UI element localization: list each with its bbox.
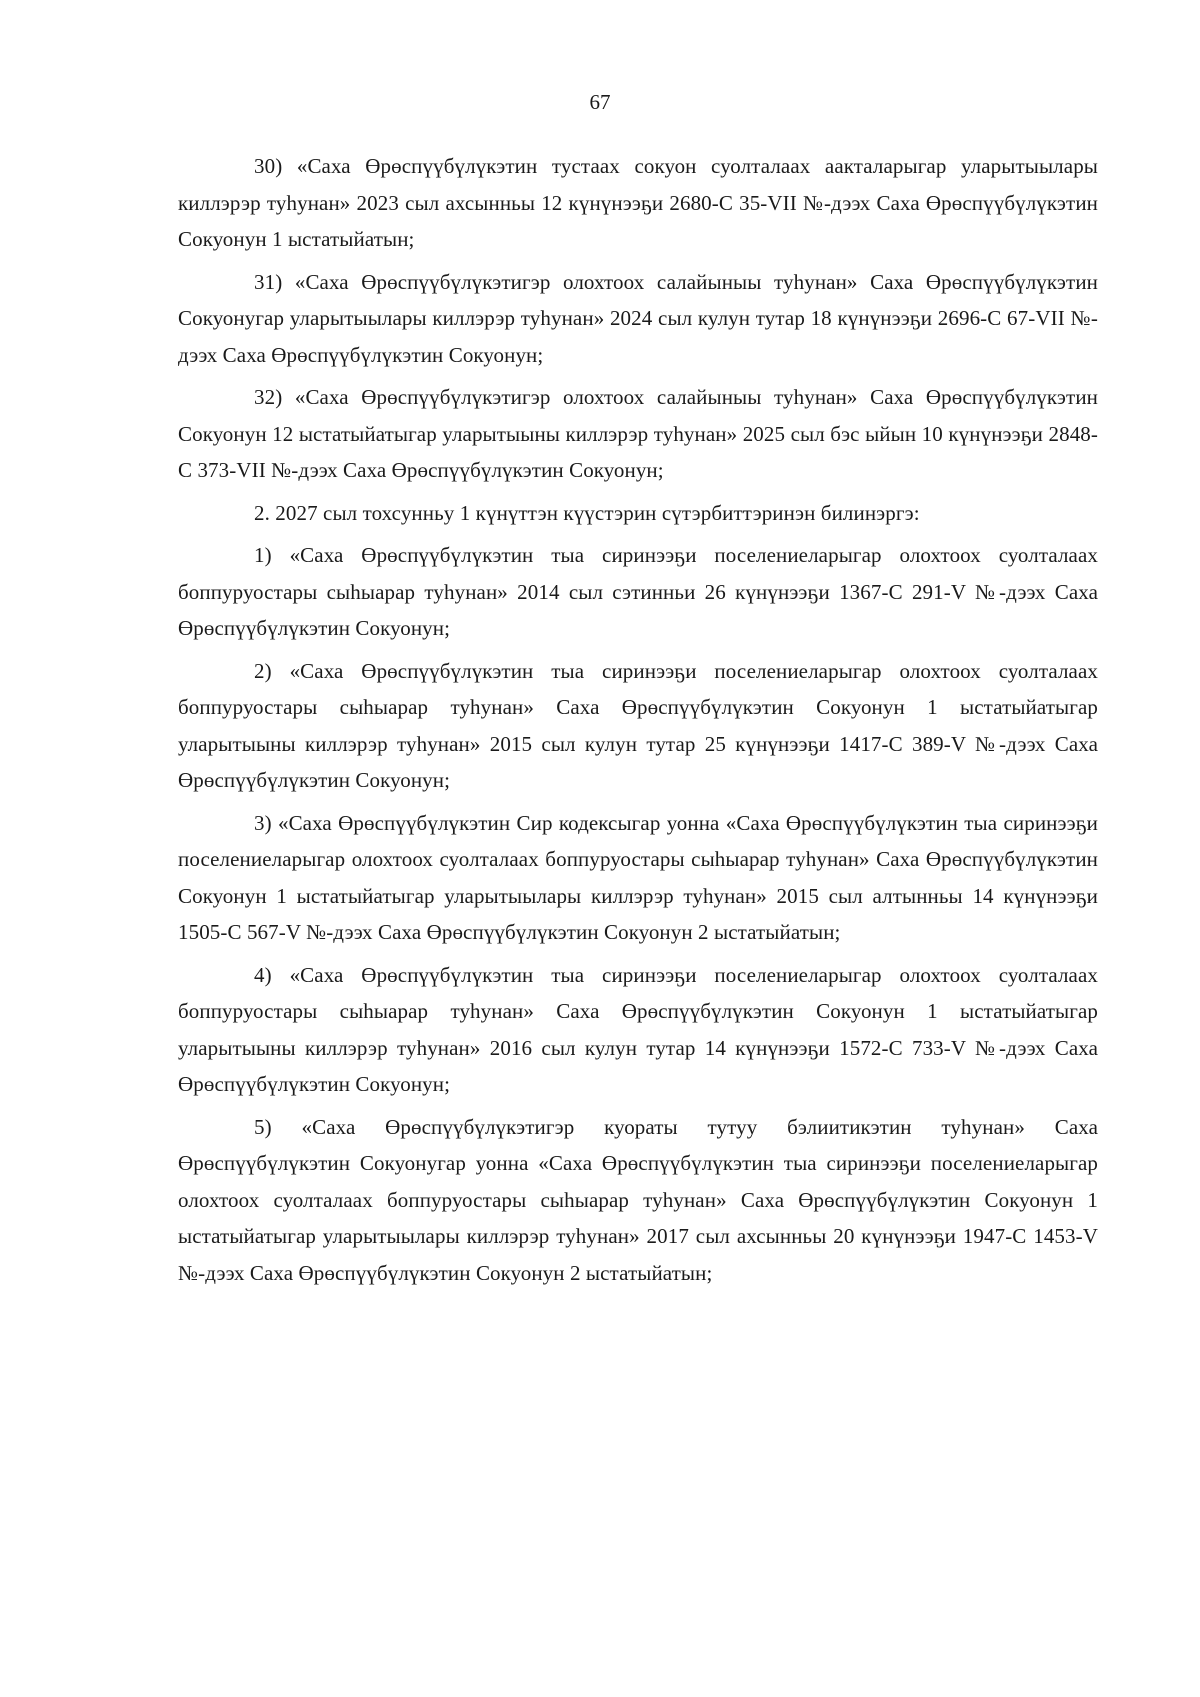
document-body [178, 148, 1098, 1297]
paragraph-subitem-1: 1) «Саха Өрөспүүбүлүкэтин тыа сиринээҕи поселениеларыгар олохтоох суолталаах боппуруостары сыһыарар туһунан» 2014 сыл сэтинньи 26 күнүнээҕи 1367-С 291-V №-дээх Саха Өрөспүүбүлүкэтин Сокуонун; [178, 543, 1098, 640]
paragraph-subitem-4: 4) «Саха Өрөспүүбүлүкэтин тыа сиринээҕи поселениеларыгар олохтоох суолталаах боппуруостары сыһыарар туһунан» Саха Өрөспүүбүлүкэтин Сокуонун 1 ыстатыйатыгар уларытыыны киллэрэр туһунан» 2016 сыл кулун тутар 14 күнүнээҕи 1572-С 733-V №-дээх Саха Өрөспүүбүлүкэтин Сокуонун; [178, 962, 1098, 1096]
paragraph-subitem-2: 2) «Саха Өрөспүүбүлүкэтин тыа сиринээҕи поселениеларыгар олохтоох суолталаах боппуруостары сыһыарар туһунан» Саха Өрөспүүбүлүкэтин Сокуонун 1 ыстатыйатыгар уларытыыны киллэрэр туһунан» 2015 сыл кулун тутар 25 күнүнээҕи 1417-С 389-V №-дээх Саха Өрөспүүбүлүкэтин Сокуонун; [178, 658, 1098, 792]
paragraph-section-2: 2. 2027 сыл тохсунньу 1 күнүттэн күүстэрин сүтэрбиттэринэн билинэргэ: [254, 500, 920, 525]
paragraph-subitem-5: 5) «Саха Өрөспүүбүлүкэтигэр куораты тутуу бэлиитикэтин туһунан» Саха Өрөспүүбүлүкэтин Сокуонугар уонна «Саха Өрөспүүбүлүкэтин тыа сиринээҕи поселениеларыгар олохтоох суолталаах боппуруостары сыһыарар туһунан» Саха Өрөспүүбүлүкэтин Сокуонун 1 ыстатыйатыгар уларытыылары киллэрэр туһунан» 2017 сыл ахсынньы 20 күнүнээҕи 1947-С 1453-V №-дээх Саха Өрөспүүбүлүкэтин Сокуонун 2 ыстатыйатын; [178, 1114, 1098, 1285]
paragraph-item-32: 32) «Саха Өрөспүүбүлүкэтигэр олохтоох салайыныы туһунан» Саха Өрөспүүбүлүкэтин Сокуонун 12 ыстатыйатыгар уларытыыны киллэрэр туһунан» 2025 сыл бэс ыйын 10 күнүнээҕи 2848-С 373-VII №-дээх Саха Өрөспүүбүлүкэтин Сокуонун; [178, 385, 1098, 482]
paragraph-item-30: 30) «Саха Өрөспүүбүлүкэтин тустаах сокуон суолталаах аакталарыгар уларытыылары киллэрэр туһунан» 2023 сыл ахсынньы 12 күнүнээҕи 2680-С 35-VII №-дээх Саха Өрөспүүбүлүкэтин Сокуонун 1 ыстатыйатын; [178, 154, 1098, 251]
paragraph-item-31: 31) «Саха Өрөспүүбүлүкэтигэр олохтоох салайыныы туһунан» Саха Өрөспүүбүлүкэтин Сокуонугар уларытыылары киллэрэр туһунан» 2024 сыл кулун тутар 18 күнүнээҕи 2696-С 67-VII №-дээх Саха Өрөспүүбүлүкэтин Сокуонун; [178, 269, 1098, 367]
page-number: 67 [589, 90, 611, 114]
paragraph-subitem-3: 3) «Саха Өрөспүүбүлүкэтин Сир кодексыгар уонна «Саха Өрөспүүбүлүкэтин тыа сиринээҕи поселениеларыгар олохтоох суолталаах боппуруостары сыһыарар туһунан» Саха Өрөспүүбүлүкэтин Сокуонун 1 ыстатыйатыгар уларытыылары киллэрэр туһунан» 2015 сыл алтынньы 14 күнүнээҕи 1505-С 567-V №-дээх Саха Өрөспүүбүлүкэтин Сокуонун 2 ыстатыйатын; [178, 810, 1098, 944]
